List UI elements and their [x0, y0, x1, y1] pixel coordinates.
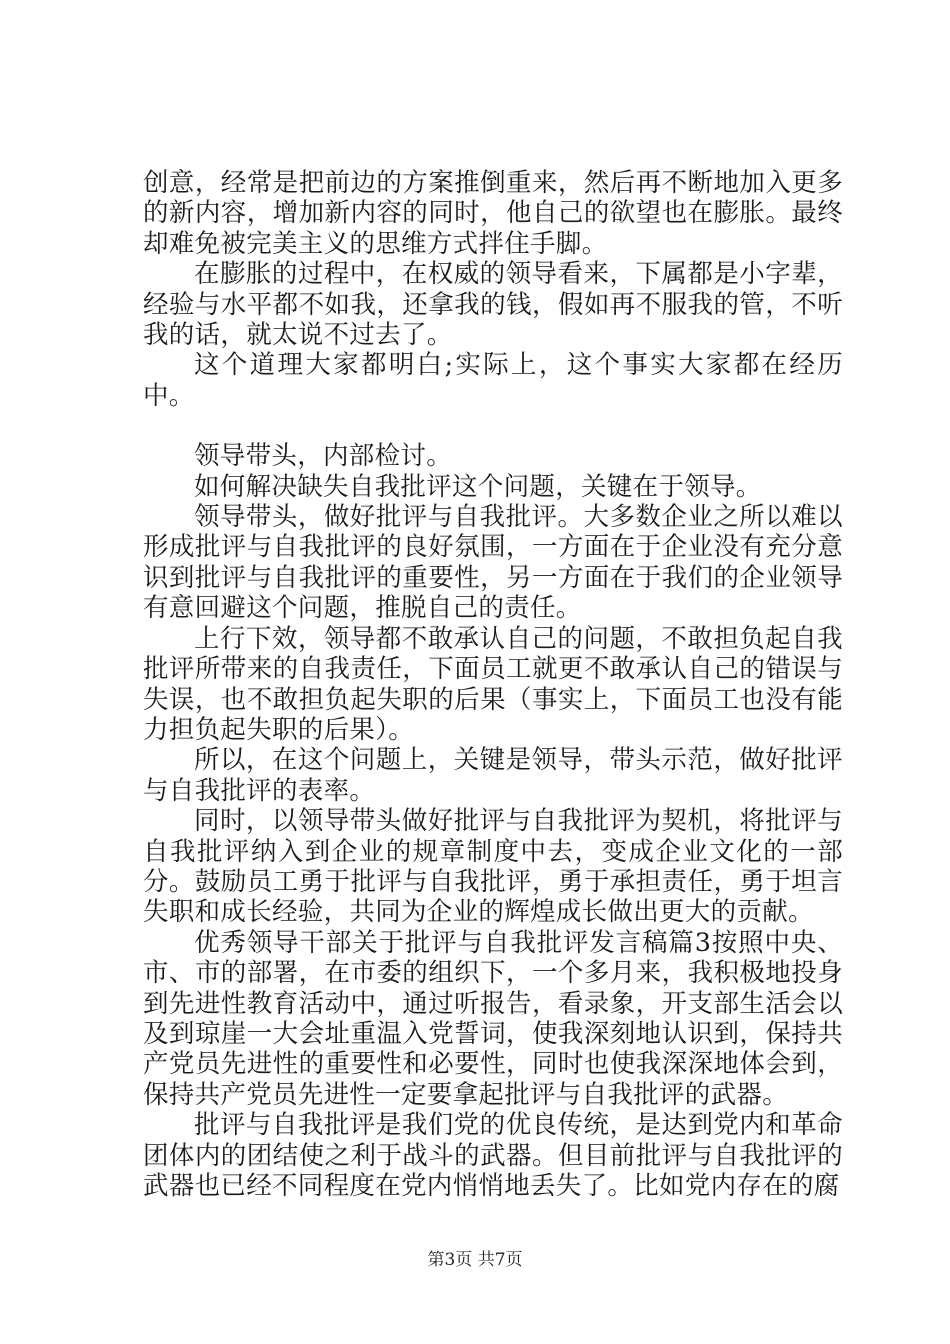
document-body	[143, 168, 843, 1201]
paragraph-5: 如何解决缺失自我批评这个问题，关键在于领导。	[194, 471, 762, 502]
page-number-footer: 第3页 共7页	[427, 1250, 523, 1270]
paragraph-7: 上行下效，领导都不敢承认自己的问题，不敢担负起自我批评所带来的自我责任，下面员工就更不敢承认自己的错误与失误，也不敢担负起失职的后果（事实上，下面员工也没有能力担负起失职的后果）。	[143, 623, 843, 745]
paragraph-3: 这个道理大家都明白;实际上，这个事实大家都在经历中。	[143, 350, 843, 411]
paragraph-11: 批评与自我批评是我们党的优良传统，是达到党内和革命团体内的团结使之利于战斗的武器。但目前批评与自我批评的武器也已经不同程度在党内悄悄地丢失了。比如党内存在的腐	[143, 1110, 843, 1201]
paragraph-6: 领导带头，做好批评与自我批评。大多数企业之所以难以形成批评与自我批评的良好氛围，一方面在于企业没有充分意识到批评与自我批评的重要性，另一方面在于我们的企业领导有意回避这个问题，推脱自己的责任。	[143, 502, 843, 624]
paragraph-10: 优秀领导干部关于批评与自我批评发言稿篇3按照中央、市、市的部署，在市委的组织下，一个多月来，我积极地投身到先进性教育活动中，通过听报告，看录象，开支部生活会以及到琼崖一大会址重温入党誓词，使我深刻地认识到，保持共产党员先进性的重要性和必要性，同时也使我深深地体会到，保持共产党员先进性一定要拿起批评与自我批评的武器。	[143, 927, 843, 1110]
paragraph-8: 所以，在这个问题上，关键是领导，带头示范，做好批评与自我批评的表率。	[143, 745, 843, 806]
paragraph-1: 创意，经常是把前边的方案推倒重来，然后再不断地加入更多的新内容，增加新内容的同时，他自己的欲望也在膨胀。最终却难免被完美主义的思维方式拌住手脚。	[143, 168, 843, 259]
section-heading: 领导带头，内部检讨。	[194, 441, 453, 472]
paragraph-9: 同时，以领导带头做好批评与自我批评为契机，将批评与自我批评纳入到企业的规章制度中去，变成企业文化的一部分。鼓励员工勇于批评与自我批评，勇于承担责任，勇于坦言失职和成长经验，共同为企业的辉煌成长做出更大的贡献。	[143, 806, 843, 928]
paragraph-2: 在膨胀的过程中，在权威的领导看来，下属都是小字辈，经验与水平都不如我，还拿我的钱，假如再不服我的管，不听我的话，就太说不过去了。	[143, 259, 843, 351]
paragraph-gap	[143, 411, 843, 441]
